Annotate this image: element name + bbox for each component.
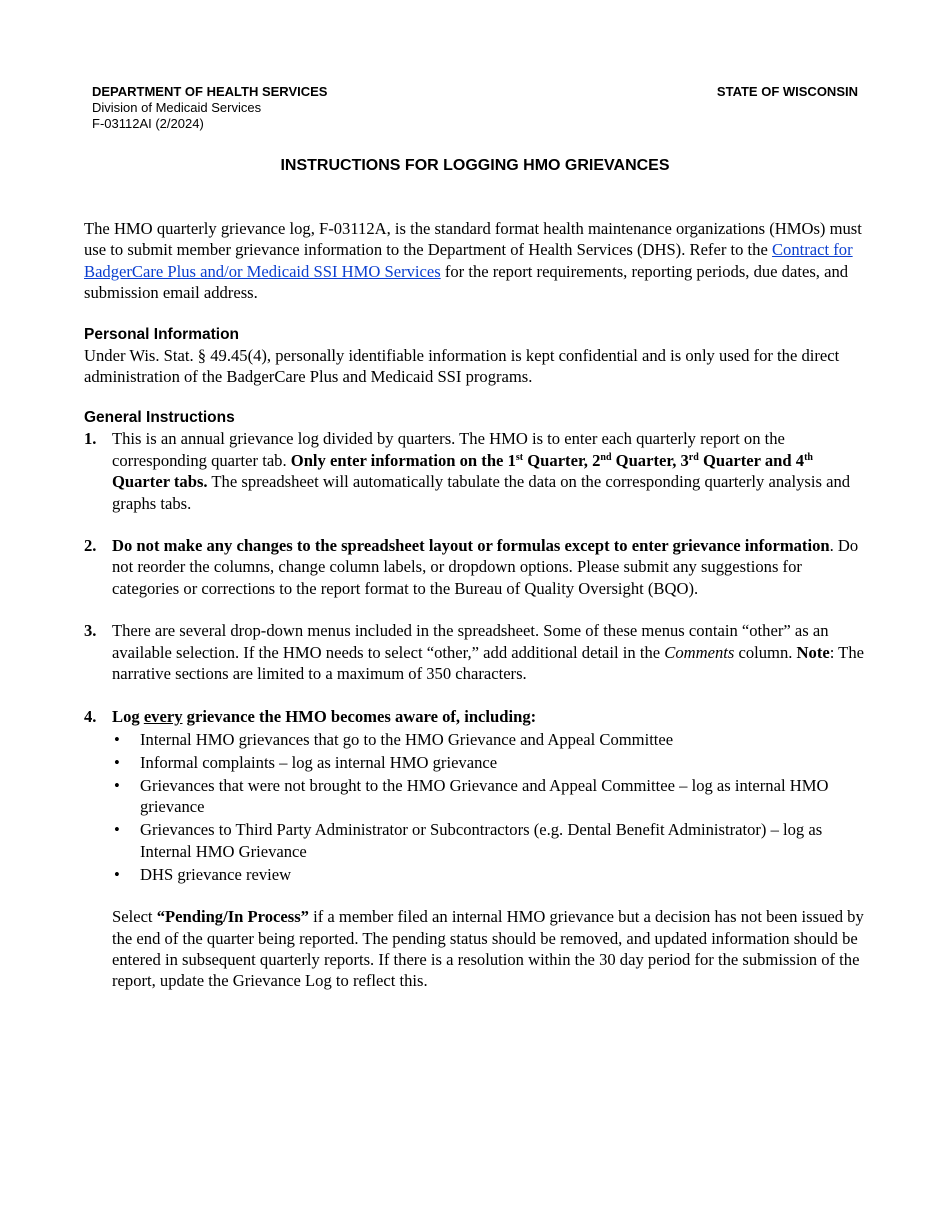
item1-bold-text: Only enter information on the 1st Quarter, 2nd Quarter, 3rd Quarter and 4th Quarter tabs. bbox=[112, 450, 813, 492]
pending-status-label: “Pending/In Process” bbox=[156, 907, 309, 927]
instruction-item-2 bbox=[84, 535, 864, 599]
instruction-list bbox=[84, 428, 864, 991]
intro-text-b: for the report requirements, reporting periods, due dates, and submission email address. bbox=[84, 261, 849, 303]
bullet-icon: • bbox=[114, 752, 120, 772]
bullet-icon: • bbox=[114, 820, 120, 840]
list-item: • Informal complaints – log as internal HMO grievance bbox=[114, 752, 498, 772]
instruction-item-1 bbox=[84, 428, 864, 514]
item-number: 3. bbox=[84, 621, 97, 641]
list-item: • Internal HMO grievances that go to the HMO Grievance and Appeal Committee bbox=[114, 729, 674, 749]
page-title: INSTRUCTIONS FOR LOGGING HMO GRIEVANCES bbox=[280, 157, 670, 174]
grievance-type-list bbox=[112, 729, 864, 885]
note-label: Note bbox=[796, 642, 830, 662]
bullet-icon: • bbox=[114, 864, 120, 884]
list-item: • Grievances to Third Party Administrator or Subcontractors (e.g. Dental Benefit Administrator) – log as Internal HMO Grievance bbox=[114, 820, 823, 861]
pending-status-paragraph: Select “Pending/In Process” if a member filed an internal HMO grievance but a decision has not been issued by the end of the quarter being reported. The pending status should be removed, and updated information should be entered in subsequent quarterly reports. If there is a resolution within the 30 day period for the submission of the report, update the Grievance Log to reflect this. bbox=[112, 907, 864, 991]
department-name: DEPARTMENT OF HEALTH SERVICES bbox=[92, 84, 328, 99]
intro-text-a: The HMO quarterly grievance log, F-03112A, is the standard format health maintenance organizations (HMOs) must use to submit member grievance information to the Department of Health Services (DHS). Refer to the bbox=[84, 219, 862, 260]
bullet-icon: • bbox=[114, 775, 120, 795]
item3-text-b: column. bbox=[734, 642, 797, 662]
item3-text-a: There are several drop-down menus included in the spreadsheet. Some of these menus contain “other” as an available selection. If the HMO needs to select “other,” add additional detail in the bbox=[112, 621, 829, 662]
state-name: STATE OF WISCONSIN bbox=[716, 84, 858, 99]
item-number: 1. bbox=[84, 429, 97, 449]
item-number: 4. bbox=[84, 706, 97, 726]
list-item: • Grievances that were not brought to the HMO Grievance and Appeal Committee – log as internal HMO grievance bbox=[114, 775, 829, 817]
item2-bold-text: Do not make any changes to the spreadsheet layout or formulas except to enter grievance information bbox=[112, 536, 830, 556]
intro-paragraph bbox=[84, 218, 864, 304]
personal-information-text: Under Wis. Stat. § 49.45(4), personally identifiable information is kept confidential and is only used for the direct administration of the BadgerCare Plus and Medicaid SSI programs. bbox=[84, 345, 840, 387]
general-instructions-heading: General Instructions bbox=[84, 409, 235, 427]
item3-text-c: : The narrative sections are limited to a maximum of 350 characters. bbox=[112, 642, 864, 684]
bullet-icon: • bbox=[114, 729, 120, 749]
instruction-item-3 bbox=[84, 620, 864, 684]
item-number: 2. bbox=[84, 536, 97, 556]
list-item: • DHS grievance review bbox=[114, 864, 292, 884]
document-header bbox=[92, 84, 327, 132]
contract-link[interactable]: Contract for BadgerCare Plus and/or Medicaid SSI HMO Services bbox=[84, 240, 853, 281]
document-body bbox=[84, 218, 864, 1013]
form-number: F-03112AI (2/2024) bbox=[92, 116, 204, 131]
item1-text-b: The spreadsheet will automatically tabulate the data on the corresponding quarterly analysis and graphs tabs. bbox=[112, 472, 851, 513]
item4-heading: Log every grievance the HMO becomes aware of, including: bbox=[112, 706, 537, 726]
comments-column-name: Comments bbox=[664, 642, 735, 662]
item1-text-a: This is an annual grievance log divided by quarters. The HMO is to enter each quarterly report on the corresponding quarter tab. bbox=[112, 429, 785, 470]
personal-information-heading: Personal Information bbox=[84, 325, 240, 343]
instruction-item-4 bbox=[84, 706, 864, 992]
division-name: Division of Medicaid Services bbox=[92, 100, 262, 115]
item2-text: . Do not reorder the columns, change column labels, or dropdown options. Please submit any suggestions for categories or corrections to the report format to the Bureau of Quality Oversight (BQO). bbox=[112, 536, 859, 598]
